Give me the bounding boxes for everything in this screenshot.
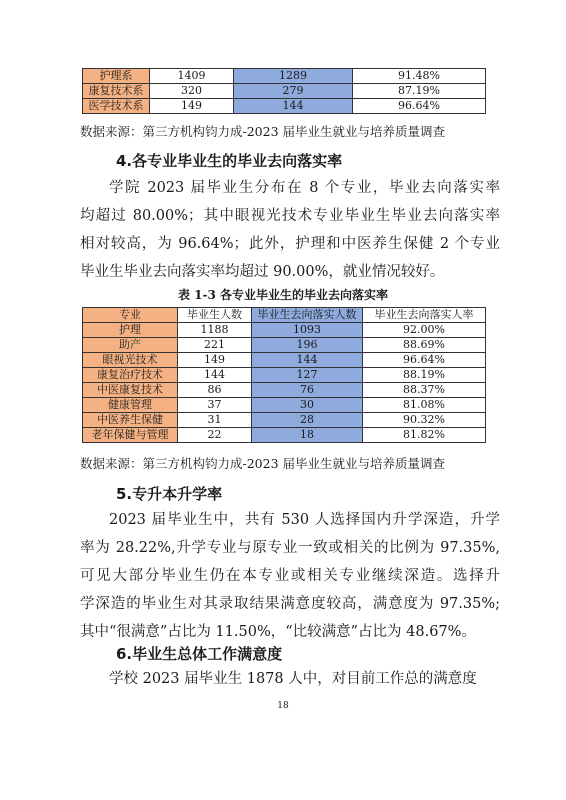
table-row — [83, 383, 486, 398]
table-cell: 37 — [178, 398, 252, 413]
section-heading: 5.专升本升学率 — [116, 485, 223, 503]
data-source-note: 数据来源：第三方机构钧力成-2023 届毕业生就业与培养质量调查 — [80, 124, 446, 139]
table-cell: 149 — [150, 99, 234, 114]
paragraph-line: 学院 2023 届毕业生分布在 8 个专业，毕业去向落实率 — [109, 180, 500, 196]
paragraph-line: 可见大部分毕业生仍在本专业或相关专业继续深造。选择升 — [80, 568, 500, 584]
table-cell: 1188 — [178, 323, 252, 338]
table-cell: 81.08% — [363, 398, 486, 413]
table-cell: 92.00% — [363, 323, 486, 338]
section-heading: 6.毕业生总体工作满意度 — [116, 645, 283, 663]
table-cell: 96.64% — [363, 353, 486, 368]
table-cell: 144 — [178, 368, 252, 383]
table-cell: 279 — [234, 84, 353, 99]
table-cell: 中医康复技术 — [83, 383, 178, 398]
table-cell: 护理 — [83, 323, 178, 338]
table-cell: 87.19% — [353, 84, 486, 99]
table-cell: 康复治疗技术 — [83, 368, 178, 383]
paragraph — [80, 506, 500, 646]
table-row — [83, 323, 486, 338]
table-cell: 中医养生保健 — [83, 413, 178, 428]
table-cell: 96.64% — [353, 99, 486, 114]
table-row — [83, 398, 486, 413]
table-cell: 1409 — [150, 69, 234, 84]
table-cell: 28 — [252, 413, 363, 428]
table-cell: 196 — [252, 338, 363, 353]
table-row — [83, 428, 486, 443]
table-row — [83, 84, 486, 99]
table-row — [83, 353, 486, 368]
table-cell: 1289 — [234, 69, 353, 84]
paragraph-line: 2023 届毕业生中，共有 530 人选择国内升学深造，升学 — [109, 512, 500, 528]
table-cell: 90.32% — [363, 413, 486, 428]
column-header: 毕业生去向落实人数 — [252, 308, 363, 323]
table-cell: 88.37% — [363, 383, 486, 398]
table-caption: 表 1-3 各专业毕业生的毕业去向落实率 — [177, 288, 389, 302]
table-cell: 81.82% — [363, 428, 486, 443]
paragraph — [80, 665, 500, 693]
paragraph-line: 相对较高，为 96.64%；此外，护理和中医养生保健 2 个专业 — [80, 236, 500, 252]
table-cell: 30 — [252, 398, 363, 413]
data-source-note: 数据来源：第三方机构钧力成-2023 届毕业生就业与培养质量调查 — [80, 456, 446, 471]
table-cell: 149 — [178, 353, 252, 368]
table-top — [82, 68, 486, 114]
paragraph-line: 其中“很满意”占比为 11.50%，“比较满意”占比为 48.67%。 — [80, 624, 476, 640]
table-cell: 88.19% — [363, 368, 486, 383]
table-row — [83, 338, 486, 353]
table-cell: 88.69% — [363, 338, 486, 353]
table-row — [83, 413, 486, 428]
page-number: 18 — [277, 701, 289, 711]
paragraph-line: 率为 28.22%,升学专业与原专业一致或相关的比例为 97.35%, — [80, 540, 500, 556]
table-1-3 — [82, 307, 486, 443]
table-cell: 助产 — [83, 338, 178, 353]
section-heading: 4.各专业毕业生的毕业去向落实率 — [116, 152, 343, 170]
table-cell: 医学技术系 — [83, 99, 150, 114]
table-cell: 320 — [150, 84, 234, 99]
table-cell: 31 — [178, 413, 252, 428]
table-cell: 86 — [178, 383, 252, 398]
paragraph-line: 学校 2023 届毕业生 1878 人中，对目前工作总的满意度 — [109, 671, 477, 687]
table-row — [83, 368, 486, 383]
table-cell: 144 — [234, 99, 353, 114]
table-row — [83, 69, 486, 84]
paragraph — [80, 174, 500, 286]
table-header-row — [83, 308, 486, 323]
table-cell: 康复技术系 — [83, 84, 150, 99]
table-cell: 健康管理 — [83, 398, 178, 413]
table-cell: 老年保健与管理 — [83, 428, 178, 443]
table-cell: 76 — [252, 383, 363, 398]
table-cell: 221 — [178, 338, 252, 353]
table-cell: 127 — [252, 368, 363, 383]
paragraph-line: 均超过 80.00%；其中眼视光技术专业毕业生毕业去向落实率 — [80, 208, 500, 224]
table-cell: 91.48% — [353, 69, 486, 84]
paragraph-line: 毕业生毕业去向落实率均超过 90.00%，就业情况较好。 — [80, 264, 445, 280]
table-cell: 144 — [252, 353, 363, 368]
column-header: 专业 — [83, 308, 178, 323]
column-header: 毕业生去向落实人率 — [363, 308, 486, 323]
table-cell: 护理系 — [83, 69, 150, 84]
table-row — [83, 99, 486, 114]
column-header: 毕业生人数 — [178, 308, 252, 323]
table-cell: 18 — [252, 428, 363, 443]
table-cell: 22 — [178, 428, 252, 443]
table-cell: 眼视光技术 — [83, 353, 178, 368]
paragraph-line: 学深造的毕业生对其录取结果满意度较高，满意度为 97.35%; — [80, 596, 500, 612]
table-cell: 1093 — [252, 323, 363, 338]
